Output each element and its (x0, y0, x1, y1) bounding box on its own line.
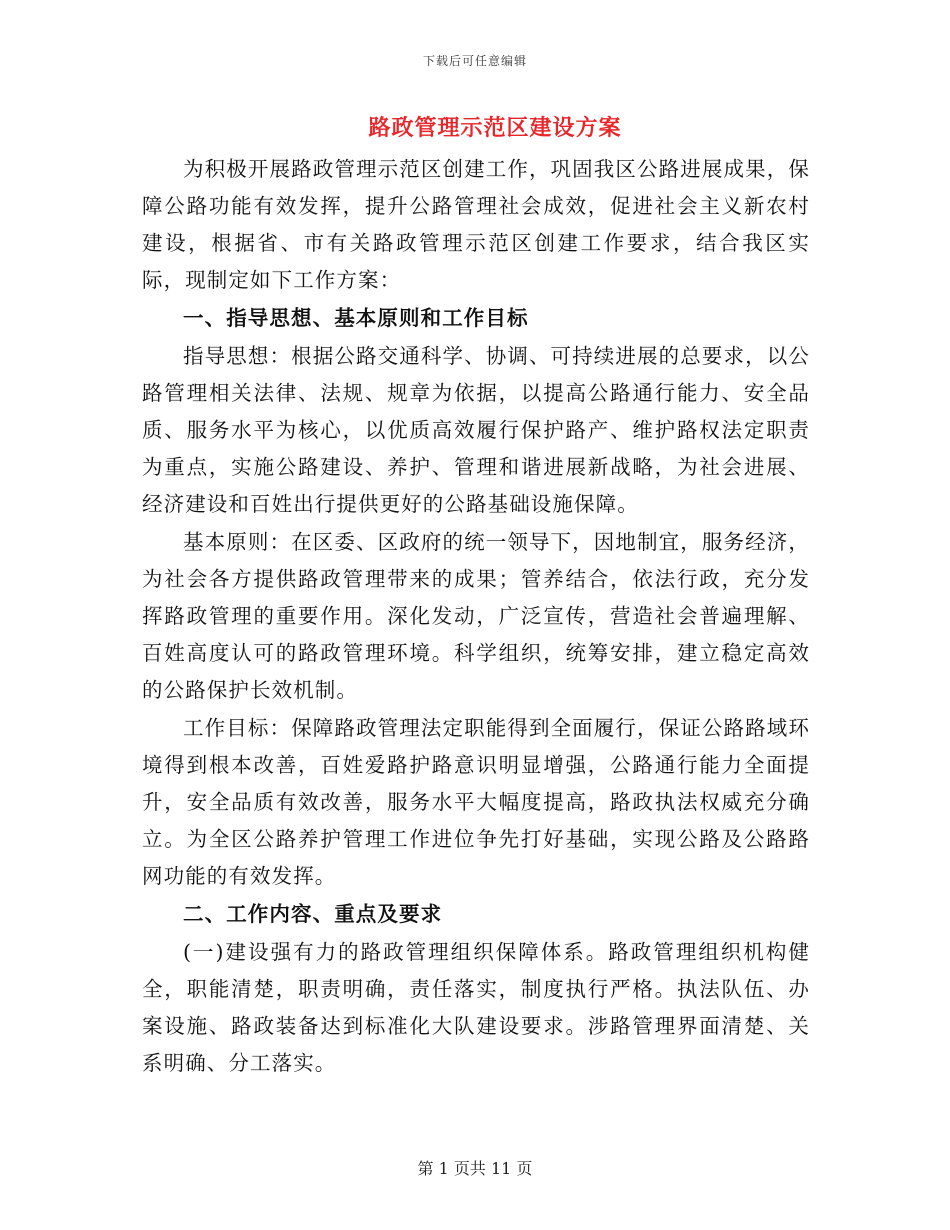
paragraph-guiding-thought: 指导思想：根据公路交通科学、协调、可持续进展的总要求，以公路管理相关法律、法规、规章为依据，以提高公路通行能力、安全品质、服务水平为核心，以优质高效履行保护路产、维护路权法定职责为重点，实施公路建设、养护、管理和谐进展新战略，为社会进展、经济建设和百姓出行提供更好的公路基础设施保障。 (142, 344, 810, 516)
paragraph-item-1: (一)建设强有力的路政管理组织保障体系。路政管理组织机构健全，职能清楚，职责明确，责任落实，制度执行严格。执法队伍、办案设施、路政装备达到标准化大队建设要求。涉路管理界面清楚、关系明确、分工落实。 (142, 940, 810, 1075)
document-body (142, 151, 810, 1082)
paragraph-work-goals: 工作目标：保障路政管理法定职能得到全面履行，保证公路路域环境得到根本改善，百姓爱路护路意识明显增强，公路通行能力全面提升，安全品质有效改善，服务水平大幅度提高，路政执法权威充分确立。为全区公路养护管理工作进位争先打好基础，实现公路及公路路网功能的有效发挥。 (142, 716, 810, 888)
paragraph-basic-principles: 基本原则：在区委、区政府的统一领导下，因地制宜，服务经济，为社会各方提供路政管理带来的成果；管养结合，依法行政，充分发挥路政管理的重要作用。深化发动，广泛宣传，营造社会普遍理解、百姓高度认可的路政管理环境。科学组织，统筹安排，建立稳定高效的公路保护长效机制。 (142, 530, 810, 702)
document-title: 路政管理示范区建设方案 (368, 116, 622, 141)
paragraph-intro: 为积极开展路政管理示范区创建工作，巩固我区公路进展成果，保障公路功能有效发挥，提升公路管理社会成效，促进社会主义新农村建设，根据省、市有关路政管理示范区创建工作要求，结合我区实际，现制定如下工作方案： (142, 157, 810, 292)
section-heading-2: 二、工作内容、重点及要求 (183, 902, 443, 926)
section-heading-1: 一、指导思想、基本原则和工作目标 (183, 306, 529, 330)
header-note: 下载后可任意编辑 (422, 54, 527, 68)
page-footer: 第 1 页共 11 页 (417, 1159, 533, 1178)
